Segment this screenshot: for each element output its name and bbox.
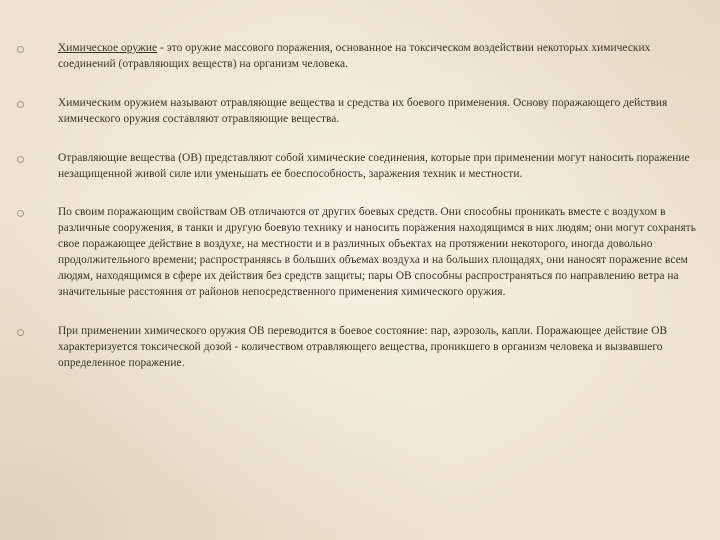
paragraph-5: При применении химического оружия ОВ переводится в боевое состояние: пар, аэрозоль, капли. Поражающее действие ОВ характеризуется токсической дозой - количеством отравляющего вещества, проникшего в организм человека и вызвавшего определенное поражение. — [58, 325, 668, 369]
bullet-circle-icon — [17, 46, 24, 53]
bullet-item-3 — [14, 150, 704, 182]
paragraph-3: Отравляющие вещества (ОВ) представляют собой химические соединения, которые при применении могут наносить поражение незащищенной живой силе или уменьшать ее боеспособность, заражения техник и местности. — [58, 152, 690, 180]
paragraph-1 — [58, 40, 704, 72]
term-underlined: Химическое оружие — [58, 42, 158, 54]
bullet-item-1 — [14, 40, 704, 72]
paragraph-4: По своим поражающим свойствам ОВ отличаются от других боевых средств. Они способны проникать вместе с воздухом в различные сооружения, в танки и другую боевую технику и наносить поражения находящимся в них людям; они могут сохранять свое поражающее действие в воздухе, на местности и в различных объектах на протяжении некоторого, иногда довольно продолжительного времени; распространяясь в больших объемах воздуха и на больших площадях, они наносят поражение всем людям, находящимся в сфере их действия без средств защиты; пары ОВ способны распространяться по направлению ветра на значительные расстояния от районов непосредственного применения химического оружия. — [58, 206, 696, 298]
bullet-circle-icon — [17, 329, 24, 336]
bullet-item-2 — [14, 95, 704, 127]
bullet-item-5 — [14, 323, 704, 371]
paragraph-1-text: - это оружие массового поражения, основанное на токсическом воздействии некоторых химических соединений (отравляющих веществ) на организм человека. — [58, 42, 651, 70]
paragraph-2: Химическим оружием называют отравляющие вещества и средства их боевого применения. Основу поражающего действия химического оружия составляют отравляющие вещества. — [58, 97, 668, 125]
bullet-circle-icon — [17, 210, 24, 217]
bullet-item-4 — [14, 204, 704, 300]
bullet-circle-icon — [17, 156, 24, 163]
bullet-circle-icon — [17, 101, 24, 108]
slide-content — [14, 40, 704, 371]
